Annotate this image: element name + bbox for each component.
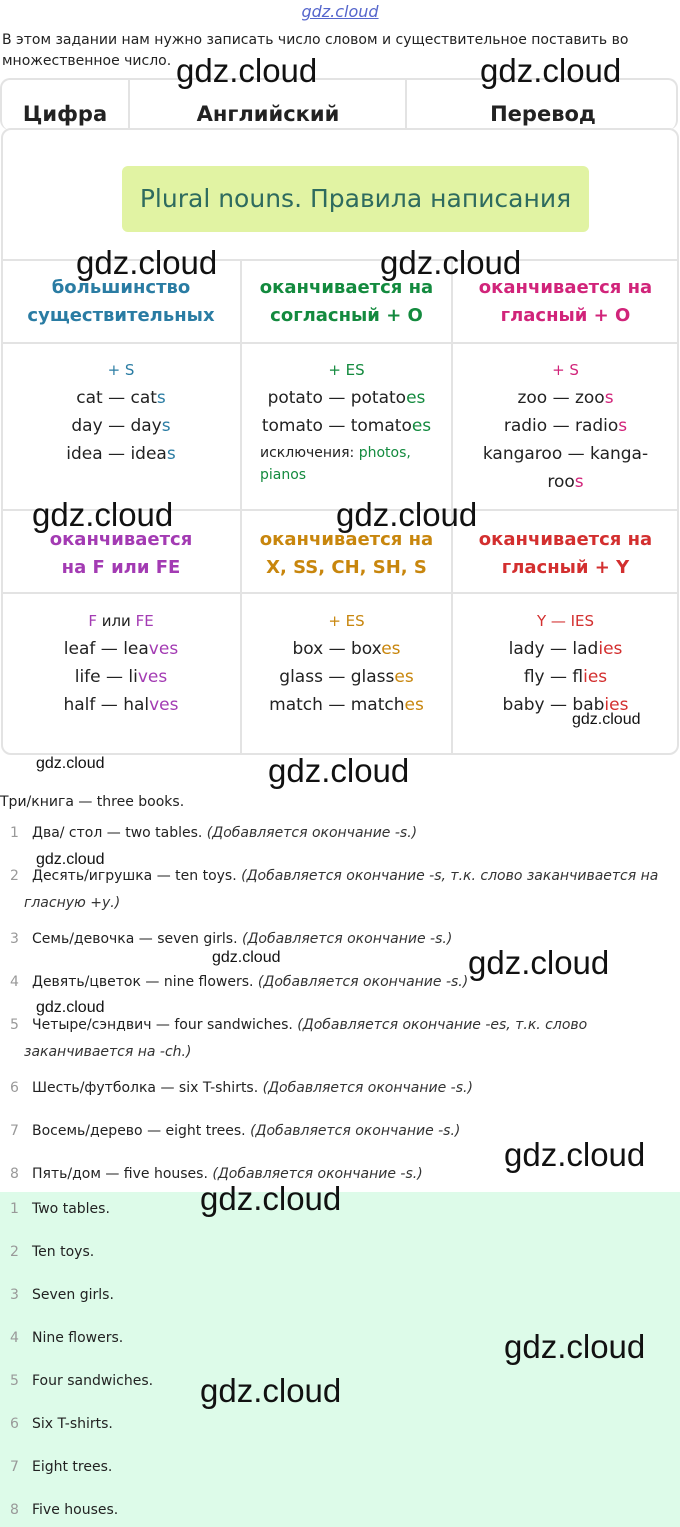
watermark: gdz.cloud — [380, 244, 522, 281]
watermark: gdz.cloud — [268, 752, 410, 789]
header-digit: Цифра — [22, 102, 108, 126]
watermark: gdz.cloud — [200, 1372, 342, 1409]
answer-item: 6 Six T-shirts. — [10, 1416, 113, 1432]
rules-title: Plural nouns. Правила написания — [122, 166, 589, 232]
list-item: 4 Девять/цветок — nine flowers. (Добавляется окончание -s.) — [10, 974, 469, 990]
list-item: 6 Шесть/футболка — six T-shirts. (Добавляется окончание -s.) — [10, 1080, 473, 1096]
rule-examples-ies: Y — IES lady — ladies fly — flies baby — babies — [502, 612, 629, 715]
watermark: gdz.cloud — [36, 999, 105, 1016]
rule-head-f-fe: оканчивается на F или FE — [49, 529, 193, 578]
watermark: gdz.cloud — [468, 944, 610, 981]
answer-item: 2 Ten toys. — [10, 1244, 95, 1260]
list-item: 2 Десять/игрушка — ten toys. (Добавляется окончание -s, т.к. слово заканчивается на гласную +у.) — [10, 868, 659, 911]
rule-head-vowel-y: оканчивается на гласный + Y — [478, 529, 653, 578]
rule-examples-ves: F или FE leaf — leaves life — lives half — halves — [63, 612, 179, 715]
example-line: Три/книга — three books. — [0, 794, 185, 810]
watermark: gdz.cloud — [200, 1180, 342, 1217]
header-translation: Перевод — [490, 102, 596, 126]
answer-item: 5 Four sandwiches. — [10, 1373, 154, 1389]
watermark: gdz.cloud — [176, 52, 318, 89]
rule-head-x-ss: оканчивается на X, SS, CH, SH, S — [259, 529, 434, 578]
intro-text: В этом задании нам нужно записать число словом и существительное поставить во множественное число. — [2, 32, 629, 69]
rule-examples-vowel-s: + S zoo — zoos radio — radios kangaroo — kanga- roos — [482, 361, 649, 492]
watermark: gdz.cloud — [32, 496, 174, 533]
list-item: 5 Четыре/сэндвич — four sandwiches. (Добавляется окончание -es, т.к. слово заканчивается на -ch.) — [10, 1017, 588, 1060]
watermark: gdz.cloud — [36, 755, 105, 772]
rule-head-vowel-o: оканчивается на гласный + O — [478, 277, 653, 326]
site-link[interactable]: gdz.cloud — [301, 2, 379, 21]
rule-examples-es: + ES potato — potatoes tomato — tomatoes исключения: photos, pianos — [260, 361, 432, 483]
list-item: 1 Два/ стол — two tables. (Добавляется окончание -s.) — [10, 825, 418, 841]
list-item: 3 Семь/девочка — seven girls. (Добавляется окончание -s.) — [10, 931, 453, 947]
answer-item: 1 Two tables. — [10, 1201, 110, 1217]
watermark: gdz.cloud — [336, 496, 478, 533]
watermark: gdz.cloud — [504, 1328, 646, 1365]
answer-item: 3 Seven girls. — [10, 1287, 114, 1303]
rule-examples-s: + S cat — cats day — days idea — ideas — [66, 361, 176, 464]
watermark: gdz.cloud — [504, 1136, 646, 1173]
header-english: Английский — [196, 102, 340, 126]
list-item: 7 Восемь/дерево — eight trees. (Добавляется окончание -s.) — [10, 1123, 461, 1139]
answer-item: 7 Eight trees. — [10, 1459, 113, 1475]
watermark: gdz.cloud — [212, 949, 281, 966]
watermark: gdz.cloud — [480, 52, 622, 89]
rule-head-most-nouns: большинство существительных — [27, 277, 215, 326]
watermark: gdz.cloud — [76, 244, 218, 281]
list-item: 8 Пять/дом — five houses. (Добавляется окончание -s.) — [10, 1166, 423, 1182]
answer-item: 4 Nine flowers. — [10, 1330, 124, 1346]
watermark: gdz.cloud — [36, 851, 105, 868]
rule-head-consonant-o: оканчивается на согласный + O — [259, 277, 434, 326]
watermark: gdz.cloud — [572, 711, 641, 728]
answer-item: 8 Five houses. — [10, 1502, 119, 1518]
rule-examples-x-es: + ES box — boxes glass — glasses match — matches — [269, 612, 424, 715]
